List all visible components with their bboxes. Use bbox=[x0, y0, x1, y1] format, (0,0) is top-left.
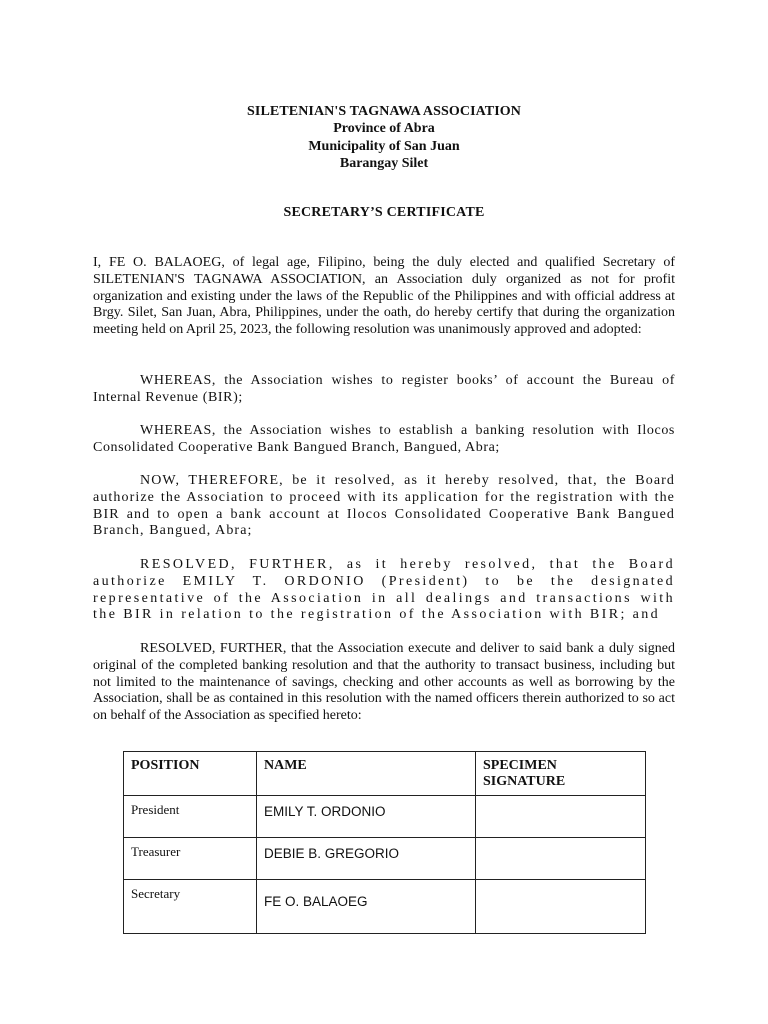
whereas-paragraph-1: WHEREAS, the Association wishes to register books’ of account the Bureau of Internal Revenue (BIR); bbox=[93, 373, 675, 405]
table-header-row bbox=[124, 752, 646, 796]
document-header bbox=[0, 103, 768, 172]
table-row bbox=[124, 880, 646, 934]
name-column-header: NAME bbox=[257, 752, 476, 796]
document-title: SECRETARY’S CERTIFICATE bbox=[283, 205, 485, 220]
table-row bbox=[124, 838, 646, 880]
province-line: Province of Abra bbox=[333, 121, 435, 137]
organization-name: SILETENIAN'S TAGNAWA ASSOCIATION bbox=[247, 104, 521, 119]
whereas-paragraph-2: WHEREAS, the Association wishes to establish a banking resolution with Ilocos Consolidated Cooperative Bank Bangued Branch, Bangued, Abra; bbox=[93, 423, 675, 455]
barangay-line: Barangay Silet bbox=[339, 155, 429, 171]
signature-cell bbox=[476, 796, 646, 838]
position-cell: President bbox=[124, 796, 257, 838]
resolved-paragraph-1: RESOLVED, FURTHER, as it hereby resolved, that the Board authorize EMILY T. ORDONIO (President) to be the designated representative of the Association in all dealings and transactions with the BIR in relation to the registration of the Association with BIR; and bbox=[93, 557, 675, 623]
table-row bbox=[124, 796, 646, 838]
signature-cell bbox=[476, 880, 646, 934]
position-column-header: POSITION bbox=[124, 752, 257, 796]
name-cell: DEBIE B. GREGORIO bbox=[257, 838, 476, 880]
signature-column-header: SPECIMEN SIGNATURE bbox=[476, 752, 646, 796]
name-cell: FE O. BALAOEG bbox=[257, 880, 476, 934]
name-cell: EMILY T. ORDONIO bbox=[257, 796, 476, 838]
position-cell: Treasurer bbox=[124, 838, 257, 880]
intro-paragraph: I, FE O. BALAOEG, of legal age, Filipino, being the duly elected and qualified Secretary of SILETENIAN'S TAGNAWA ASSOCIATION, an Association duly organized as not for profit organization and existing under the laws of the Republic of the Philippines and with official address at Brgy. Silet, San Juan, Abra, Philippines, under the oath, do hereby certify that during the organization meeting held on April 25, 2023, the following resolution was unanimously approved and adopted: bbox=[93, 255, 675, 338]
signature-cell bbox=[476, 838, 646, 880]
municipality-line: Municipality of San Juan bbox=[308, 138, 460, 154]
position-cell: Secretary bbox=[124, 880, 257, 934]
now-therefore-paragraph: NOW, THEREFORE, be it resolved, as it hereby resolved, that, the Board authorize the Association to proceed with its application for the registration with the BIR and to open a bank account at Ilocos Consolidated Cooperative Bank Bangued Branch, Bangued, Abra; bbox=[93, 473, 675, 539]
officers-signature-table bbox=[123, 751, 646, 934]
resolved-paragraph-2: RESOLVED, FURTHER, that the Association execute and deliver to said bank a duly signed original of the completed banking resolution and that the authority to transact business, including but not limited to the maintenance of savings, checking and other accounts as well as borrowing by the Association, shall be as contained in this resolution with the named officers therein authorized to so act on behalf of the Association as specified hereto: bbox=[93, 641, 675, 724]
